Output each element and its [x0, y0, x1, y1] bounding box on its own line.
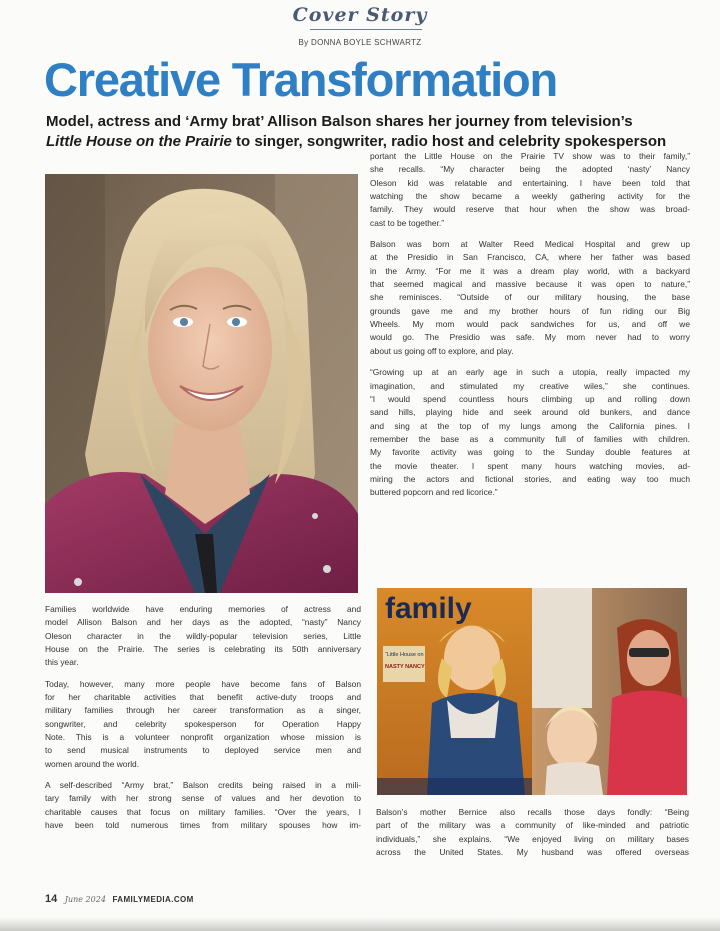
text-line: imagination, and stimulated my creative wiles,” she continues.: [370, 380, 690, 391]
text-line: military families through her career transformation as a singer,: [45, 705, 361, 716]
text-line: grounds gave me and my brother hours of fun riding our Big: [370, 305, 690, 316]
portrait-illustration: [45, 174, 358, 593]
paragraph: [376, 806, 689, 859]
text-line: [370, 177, 690, 190]
deck-line-2: [46, 132, 696, 152]
text-line: [370, 190, 690, 203]
text-line: tary family with her strong sense of values and her devotion to: [45, 793, 361, 804]
paragraph: [370, 238, 690, 358]
article-column-right-top: [370, 150, 690, 508]
article-deck: [46, 112, 696, 152]
text-line: buttered popcorn and red licorice.”: [370, 487, 498, 498]
text-line: to send musical instruments to deployed service men and: [45, 745, 361, 756]
line-text: watching the show became a weekly gathering activity for the: [370, 191, 690, 202]
text-line: Balson was born at Walter Reed Medical Hospital and grew up: [370, 239, 690, 250]
text-line: A self-described “Army brat,” Balson credits being raised in a mili-: [45, 780, 361, 791]
text-line: “I would spend countless hours climbing up and rolling down: [370, 393, 690, 404]
page-footer: [45, 893, 194, 905]
text-line: Wheels. My mom would pack sandwiches for us, and off we: [370, 319, 690, 330]
text-line: Oleson character in the wildly-popular television series, Little: [45, 630, 361, 641]
deck-show-title: Little House on the Prairie: [46, 133, 232, 150]
line-text: portant the Little House on the Prairie TV show was to their family,”: [370, 151, 690, 161]
text-line: charitable causes that focus on military families. “Over the years, I: [45, 806, 361, 817]
cover-caption-2: NASTY NANCY: [385, 664, 425, 670]
text-line: part of the military was a community of like-minded and patriotic: [376, 820, 689, 831]
text-line: Families worldwide have enduring memories of actress and: [45, 604, 361, 614]
text-line: women around the world.: [45, 758, 140, 769]
family-magazine-photo: [377, 588, 687, 795]
text-line: Balson’s mother Bernice also recalls those days fondly: “Being: [376, 807, 689, 817]
text-line: she reminisces. “Outside of our military housing, the base: [370, 292, 690, 303]
page-number: 14: [45, 893, 58, 905]
text-line: “Growing up at an early age in such a utopia, really impacted my: [370, 367, 690, 378]
text-line: Note. This is a volunteer nonprofit organization whose mission is: [45, 732, 361, 743]
text-line: individuals,” she explains. “We enjoyed living on military bases: [376, 833, 689, 844]
magazine-masthead: family: [385, 592, 472, 625]
text-line: cast to be together.”: [370, 217, 445, 228]
text-line: model Allison Balson and her days as the adopted, “nasty” Nancy: [45, 617, 361, 628]
text-line: My favorite activity was going to the Sunday double features at: [370, 447, 690, 458]
text-line: Today, however, many more people have become fans of Balson: [45, 678, 361, 689]
text-line: have been told numerous times from military spouses how im-: [45, 820, 361, 831]
text-line: miring the actors and fictional stories, and eating way too much: [370, 473, 690, 484]
line-text: she recalls. “My character being the adopted ‘nasty’ Nancy: [370, 164, 690, 175]
paragraph: [45, 678, 361, 771]
text-line: sand hills, playing hide and seek around old bunkers, and dance: [370, 407, 690, 418]
byline: By DONNA BOYLE SCHWARTZ: [298, 38, 422, 47]
text-line: and sing at the top of my lungs among the California pines. I: [370, 420, 690, 431]
text-line: would go. The Presidio was safe. My mom never had to worry: [370, 332, 690, 343]
text-line: in the Army. “For me it was a dream play world, with a backyard: [370, 265, 690, 276]
cover-caption-1: “Little House on: [385, 652, 424, 658]
text-line: about us going off to explore, and play.: [370, 345, 514, 356]
page-edge-shadow: [0, 917, 720, 931]
article-column-left: [45, 603, 361, 841]
text-line: for her charitable activities that benefit active-duty troops and: [45, 692, 361, 703]
text-line: songwriter, and celebrity spokesperson for Operation Happy: [45, 718, 361, 729]
family-magazine-illustration: [377, 588, 687, 795]
text-line: that seemed magical and massive because it was open to nature,”: [370, 279, 690, 290]
text-line: [370, 150, 690, 163]
paragraph: [370, 366, 690, 499]
line-text: family. They would reserve that hour when the show was broad-: [370, 204, 690, 215]
issue-date: June 2024: [64, 895, 106, 904]
text-line: the movie theater. I spent many hours watching movies, ad-: [370, 460, 690, 471]
text-line: this year.: [45, 657, 79, 668]
line-text: Oleson kid was relatable and entertaining. I have been told that: [370, 177, 690, 188]
text-line: House on the Prairie. The series is celebrating its 50th anniversary: [45, 644, 361, 655]
text-line: remember the base as a community full of families with children.: [370, 433, 690, 444]
text-line: at the Presidio in San Francisco, CA, where her father was based: [370, 252, 690, 263]
publication-site: FAMILYMEDIA.COM: [112, 895, 194, 904]
text-line: across the United States. My husband was offered overseas: [376, 847, 689, 858]
paragraph: [45, 603, 361, 670]
portrait-photo: [45, 174, 358, 593]
paragraph: [45, 779, 361, 832]
section-kicker: Cover Story: [292, 4, 428, 26]
deck-line-2-rest: to singer, songwriter, radio host and celebrity spokesperson: [231, 133, 667, 150]
kicker-underline: [310, 29, 422, 30]
article-headline: Creative Transformation: [44, 53, 558, 106]
paragraph: [370, 150, 690, 230]
deck-line-1: Model, actress and ‘Army brat’ Allison Balson shares her journey from television’s: [46, 113, 633, 130]
article-column-right-bottom: [376, 806, 689, 867]
text-line: [370, 163, 690, 176]
text-line: [370, 203, 690, 216]
